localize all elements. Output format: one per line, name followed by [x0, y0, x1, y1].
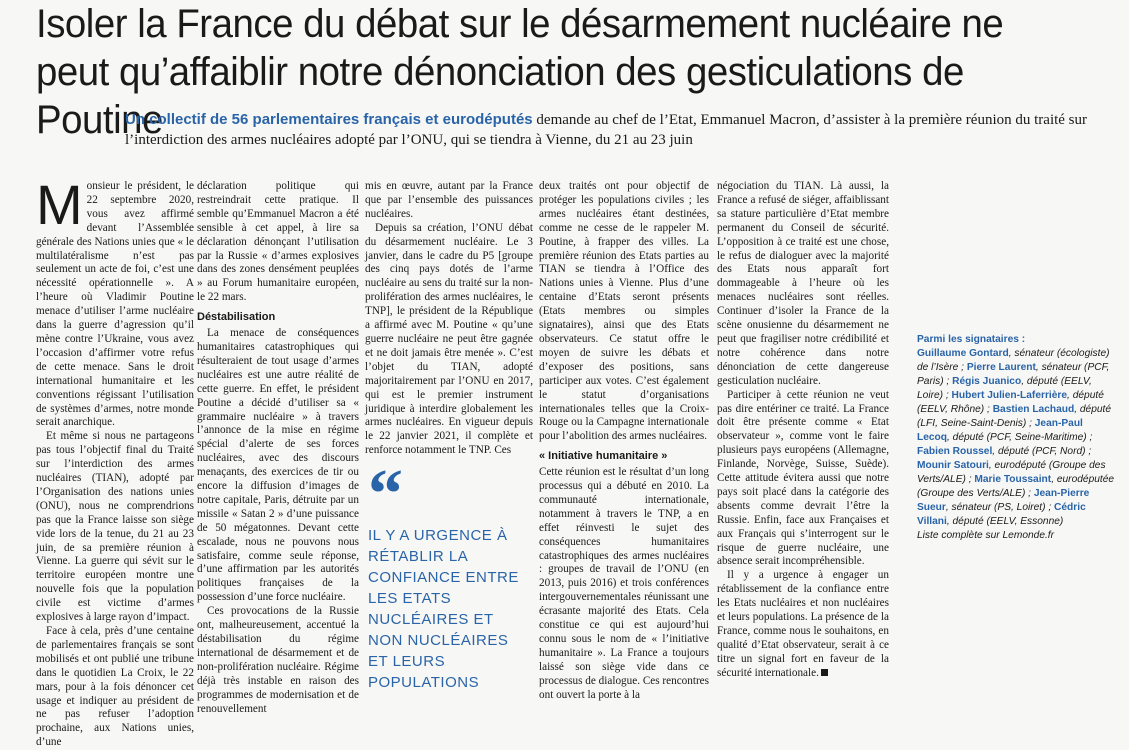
signatories-title: Parmi les signataires :: [917, 334, 1026, 345]
paragraph: Face à cela, près d’une centaine de parlementaires français se sont mobilisés et ont publié une tribune dans le quotidien La Croix, le 22 mars, pour à la fois dénoncer cet usage et indiquer au président de ne pas refuser l’adoption prochaine, aux Nations unies, d’une: [36, 625, 194, 749]
paragraph: Depuis sa création, l’ONU débat du désarmement nucléaire. Le 3 janvier, dans le cadre du P5 [groupe des cinq pays dotés de l’arme nucléaire au sens du traité sur la non-prolifération des armes nucléaires, le TNP], le président de la République a affirmé avec M. Poutine « qu’une guerre nucléaire ne peut être gagnée et ne doit jamais être menée ». C’est l’objet du TIAN, adopté majoritairement par l’ONU en 2017, qui est le premier instrument juridique à interdire globalement les armes nucléaires. En vigueur depuis le 22 janvier 2021, il complète et renforce notamment le TNP. Ces: [365, 221, 533, 457]
signatory-role: , député (EELV, Loire) ;: [917, 376, 1092, 401]
paragraph: deux traités ont pour objectif de protéger les populations civiles ; les armes nucléaires étant destinées, comme ne cesse de le rappeler M. Poutine, à frapper des villes. La première réunion des Etats parties au TIAN se tiendra à l’Office des Nations unies à Vienne. Plus d’une centaine d’Etats seront présents (Etats membres ou simples signataires), ainsi que des Etats observateurs. Ce statut offre le moyen de suivre les débats et d’exposer des positions, sans participer aux votes. C’est également le statut d’organisations internationales telles que la Croix-Rouge ou la Campagne internationale pour l’abolition des armes nucléaires.: [539, 180, 709, 443]
signatory-name: Bastien Lachaud: [992, 404, 1075, 415]
paragraph: [717, 569, 889, 680]
column-1: [36, 173, 194, 750]
column-5: [717, 180, 889, 681]
signatory-role: , sénateur (PS, Loiret) ;: [945, 502, 1055, 513]
signatory-role: , député (EELV, Essonne): [946, 516, 1064, 527]
quote-mark-icon: “: [368, 456, 403, 533]
signatory-role: , sénateur (écologiste) de l’Isère ;: [917, 348, 1110, 373]
paragraph: Cette réunion est le résultat d’un long processus qui a débuté en 2010. La communauté internationale, notamment à travers le TNP, a en effet réinvesti le sujet des conséquences humanitaires catastrophiques des armes nucléaires : groupes de travail de l’ONU (en 2013, puis 2016) et trois conférences intergouvernementales réunissant une écrasante majorité des Etats. Cela constitue ce qui est aujourd’hui connu sous le nom de « l’initiative humanitaire ». La France a toujours laissé son siège vide dans ce processus de dialogue. Ces rencontres ont ouvert la porte à la: [539, 466, 709, 701]
signatory-name: Cédric Villani: [917, 502, 1086, 527]
signatory-role: , eurodéputée (Groupe des Verts/ALE) ;: [917, 474, 1115, 499]
standfirst: [125, 110, 1105, 150]
signatory-name: Hubert Julien-Laferrière: [951, 390, 1068, 401]
signatory-name: Guillaume Gontard: [917, 348, 1009, 359]
signatory-name: Jean-Pierre Sueur: [917, 488, 1090, 513]
paragraph: mis en œuvre, autant par la France que par l’ensemble des puissances nucléaires.: [365, 180, 533, 220]
standfirst-lead: Un collectif de 56 parlementaires français et eurodéputés: [125, 111, 533, 128]
end-mark-icon: [821, 669, 828, 676]
paragraph: négociation du TIAN. Là aussi, la France a refusé de siéger, affaiblissant sa stature particulière d’Etat membre permanent du Conseil de sécurité. L’opposition à ce traité est une chose, le refus de dialoguer avec la majorité des Etats nous apparaît fort dommageable à l’heure où les menaces nucléaires sont réelles. Continuer d’isoler la France de la scène onusienne du désarmement ne peut que fragiliser notre crédibilité et notre cohérence dans notre dénonciation de cette dangereuse gesticulation nucléaire.: [717, 180, 889, 387]
signatories-list: [917, 347, 1117, 529]
paragraph: onsieur le président, le 22 septembre 2020, vous avez affirmé devant l’Assemblée générale des Nations unies que « le multilatéralisme n’est pas seulement un acte de foi, c’est une nécessité opérationnelle ». A l’heure où Vladimir Poutine menace d’utiliser l’arme nucléaire dans la guerre d’agression qu’il mène contre l’Ukraine, vous avez l’occasion d’affirmer votre refus de cette menace. Sans le droit international humanitaire et les conventions régissant l’utilisation de systèmes d’armes, notre monde serait anarchique.: [36, 180, 194, 429]
headline: Isoler la France du débat sur le désarmement nucléaire ne peut qu’affaiblir notre dénonciation des gesticulations de Poutine: [36, 2, 1004, 142]
signatories-box: [917, 333, 1117, 543]
signatory-role: , sénateur (PCF, Paris) ;: [917, 362, 1110, 387]
signatory-name: Jean-Paul Lecoq: [917, 418, 1083, 443]
signatory-role: , député (PCF, Nord) ;: [992, 446, 1092, 457]
paragraph-text: Il y a urgence à engager un rétablissement de la confiance entre les Etats nucléaires et non nucléaires et leurs populations. La présence de la France, comme nous le souhaitons, en qualité d’Etat observateur, serait à ce titre un signal fort en faveur de la sécurité internationale.: [717, 569, 889, 679]
paragraph: Ces provocations de la Russie ont, malheureusement, accentué la déstabilisation du régime international de désarmement et de non-prolifération nucléaire. Régime déjà très instable en raison des programmes de modernisation et de renouvellement: [197, 605, 359, 715]
paragraph: La menace de conséquences humanitaires catastrophiques qui résulteraient de tout usage d’armes nucléaires est une autre réalité de cette guerre. En effet, le président Poutine a décidé d’utiliser sa « grammaire nucléaire » à travers l’annonce de la mise en régime spécial d’alerte de ses forces nucléaires, avec des discours menaçants, des exercices de tir ou encore la diffusion d’images de notre capitale, Paris, détruite par un missile « Satan 2 » d’une puissance de 50 mégatonnes. Devant cette escalade, nous ne pouvons nous satisfaire, comme seule réponse, d’une affirmation par les autorités politiques françaises de la possession d’une force nucléaire.: [197, 327, 359, 604]
paragraph: Participer à cette réunion ne veut pas dire entériner ce traité. La France doit être présente comme « Etat observateur », comme vont le faire plusieurs pays européens (Allemagne, Finlande, Norvège, Suisse, Suède). Cette attitude évitera aussi que notre pays soit placé dans la catégorie des absents comme devrait l’être la Russie. Enfin, face aux Françaises et aux Français qui s’interrogent sur le risque de guerre nucléaire, une absence serait incompréhensible.: [717, 388, 889, 568]
column-2: [197, 180, 359, 716]
subheading-destabilisation: Déstabilisation: [197, 311, 276, 324]
signatory-role: , député (PCF, Seine-Maritime) ;: [947, 432, 1093, 443]
pull-quote-text: IL Y A URGENCE À RÉTABLIR LA CONFIANCE ENTRE LES ETATS NUCLÉAIRES ET NON NUCLÉAIRES ET LEURS POPULATIONS: [368, 527, 519, 691]
subheading-initiative-humanitaire: « Initiative humanitaire »: [539, 450, 668, 463]
signatory-role: , eurodéputé (Groupe des Verts/ALE) ;: [917, 460, 1106, 485]
column-3: [365, 180, 533, 458]
paragraph: déclaration politique qui restreindrait cette pratique. Il semble qu’Emmanuel Macron a été sensible à cet appel, à lire sa déclaration dénonçant l’utilisation par la Russie « d’armes explosives dans des zones densément peuplées » au Forum humanitaire européen, le 22 mars.: [197, 180, 359, 304]
signatory-name: Régis Juanico: [952, 376, 1022, 387]
paragraph: Et même si nous ne partageons pas tous l’objectif final du Traité sur l’interdiction des armes nucléaires (TIAN), adopté par l’Organisation des nations unies (ONU), nous ne comprendrions pas que la France laisse son siège vide lors de la tenue, du 21 au 23 juin, de sa première réunion à Vienne. La guerre qui sévit sur le territoire européen montre une nouvelle fois que la population civile est victime d’armes explosives à large rayon d’impact.: [36, 430, 194, 624]
signatory-name: Fabien Roussel: [917, 446, 993, 457]
signatories-footer: Liste complète sur Lemonde.fr: [917, 530, 1055, 541]
signatory-name: Pierre Laurent: [966, 362, 1036, 373]
signatory-name: Marie Toussaint: [974, 474, 1052, 485]
standfirst-rest: demande au chef de l’Etat, Emmanuel Macron, d’assister à la première réunion du traité sur l’interdiction des armes nucléaires adopté par l’ONU, qui se tiendra à Vienne, du 21 au 23 juin: [125, 112, 1088, 148]
signatory-name: Mounir Satouri: [917, 460, 989, 471]
dropcap: M: [36, 173, 83, 236]
pull-quote: [368, 456, 528, 695]
signatory-role: , député (EELV, Rhône) ;: [917, 390, 1104, 415]
signatory-role: , député (LFI, Seine-Saint-Denis) ;: [917, 404, 1112, 429]
column-4: [539, 180, 709, 703]
